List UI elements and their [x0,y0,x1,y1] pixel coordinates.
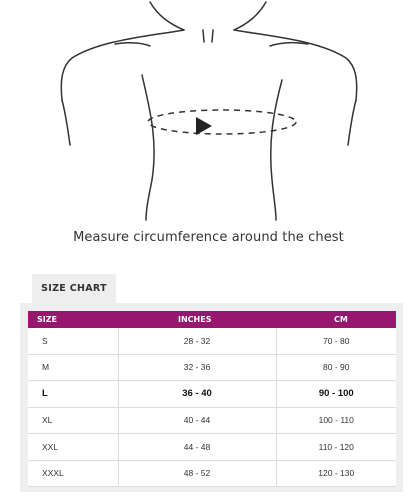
inches-cell: 48 - 52 [118,460,276,487]
cm-cell: 90 - 100 [276,381,396,408]
cm-cell: 120 - 130 [276,460,396,487]
header-inches: INCHES [118,311,276,328]
table-row [28,407,396,434]
size-cell: L [28,381,118,408]
header-cm: CM [276,311,396,328]
table-row [28,354,396,381]
cm-cell: 70 - 80 [276,328,396,354]
cm-cell: 110 - 120 [276,434,396,461]
neck-mark-right [212,30,213,42]
size-cell: XL [28,407,118,434]
torso-right-line [271,80,282,220]
inches-cell: 44 - 48 [118,434,276,461]
header-size: SIZE [28,311,118,328]
cm-cell: 80 - 90 [276,354,396,381]
table-row-highlighted [28,381,396,408]
chest-measurement-illustration [0,0,417,225]
size-cell: S [28,328,118,354]
neck-mark-left [203,30,204,42]
inches-cell: 32 - 36 [118,354,276,381]
cm-cell: 100 - 110 [276,407,396,434]
inches-cell: 36 - 40 [118,381,276,408]
left-shoulder-line [61,30,184,100]
right-arm-line [348,100,356,145]
size-chart-header-row [28,311,396,328]
table-row [28,434,396,461]
size-chart-tab: SIZE CHART [32,274,116,303]
size-cell: XXXL [28,460,118,487]
size-cell: M [28,354,118,381]
left-arm-line [62,100,70,145]
collarbone-left [115,43,150,46]
collarbone-right [270,43,308,46]
neck-left-line [150,2,184,30]
right-shoulder-line [234,30,357,100]
size-chart-table [28,311,396,487]
inches-cell: 40 - 44 [118,407,276,434]
measurement-caption: Measure circumference around the chest [73,230,344,245]
table-row [28,328,396,354]
table-row [28,460,396,487]
neck-right-line [234,2,266,30]
torso-left-line [142,75,154,220]
inches-cell: 28 - 32 [118,328,276,354]
size-cell: XXL [28,434,118,461]
direction-arrow-icon [196,117,212,135]
